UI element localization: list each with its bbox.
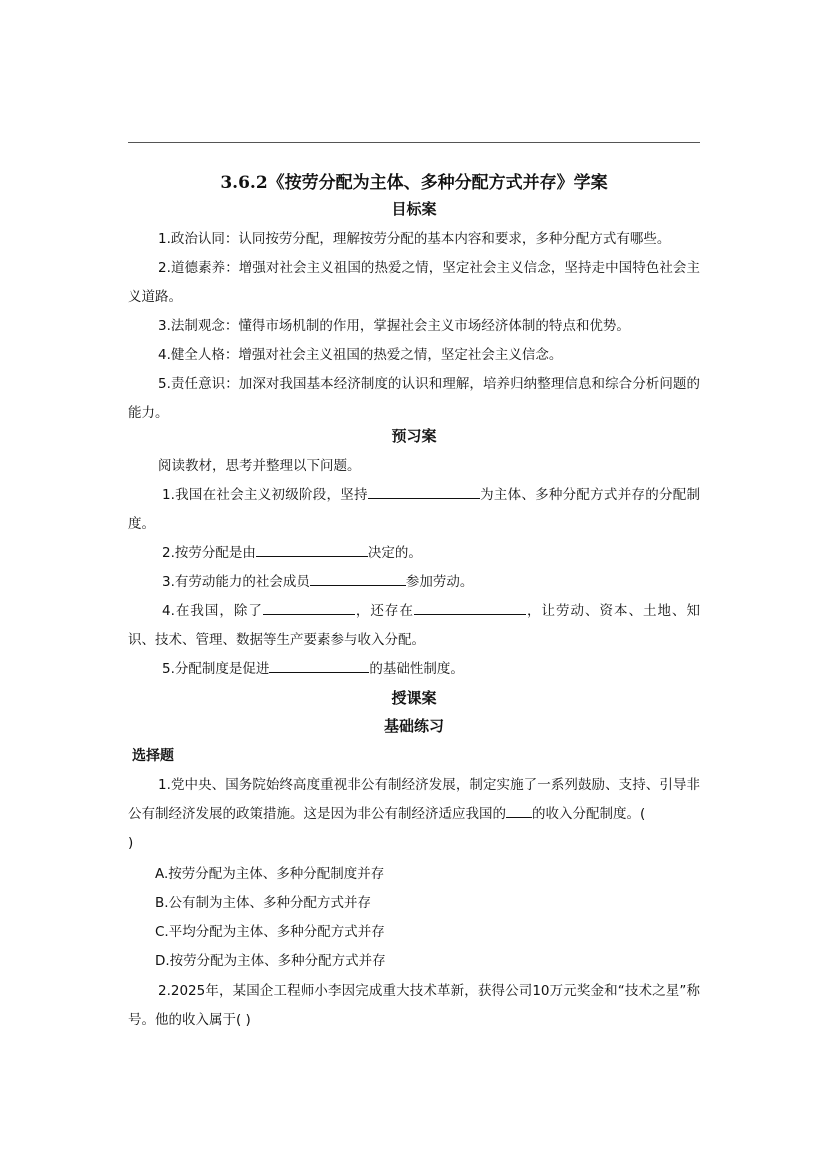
goal-heading: 目标案 [391,200,437,218]
lesson-heading: 授课案 [391,689,437,707]
preview-item-1: 1.我国在社会主义初级阶段，坚持 为主体、多种分配方式并存的分配制度。 [128,481,700,539]
answer-blank[interactable] [368,484,480,499]
preview-item-4: 4.在我国，除了 ，还存在 ，让劳动、资本、土地、知识、技术、管理、数据等生产要素参与收入分配。 [128,597,700,655]
preview-item-2: 2.按劳分配是由 决定的。 [128,539,700,568]
preview-heading: 预习案 [391,427,437,445]
answer-blank[interactable] [256,542,368,557]
header-rule [128,142,700,143]
goal-item-3: 3.法制观念：懂得市场机制的作用，掌握社会主义市场经济体制的特点和优势。 [158,318,630,334]
goal-item-2: 2.道德素养：增强对社会主义祖国的热爱之情，坚定社会主义信念，坚持走中国特色社会主义道路。 [128,260,700,305]
practice-heading: 基础练习 [383,717,444,735]
goal-item-5: 5.责任意识：加深对我国基本经济制度的认识和理解，培养归纳整理信息和综合分析问题的能力。 [128,376,700,421]
answer-blank[interactable] [414,600,526,615]
answer-blank[interactable] [263,600,355,615]
answer-blank[interactable] [310,571,406,586]
answer-blank[interactable] [269,658,369,673]
question-1-stem: 1.党中央、国务院始终高度重视非公有制经济发展，制定实施了一系列鼓励、支持、引导非公有制经济发展的政策措施。这是因为非公有制经济适应我国的 的收入分配制度。( [128,777,700,822]
page-title: 3.6.2《按劳分配为主体、多种分配方式并存》学案 [220,173,608,193]
question-2-stem: 2.2025年，某国企工程师小李因完成重大技术革新，获得公司10万元奖金和“技术之星”称号。他的收入属于( ) [128,983,700,1028]
question-1-option-c[interactable]: C.平均分配为主体、多种分配方式并存 [155,924,385,940]
section-choice: 选择题 [132,748,174,764]
goal-item-1: 1.政治认同：认同按劳分配，理解按劳分配的基本内容和要求，多种分配方式有哪些。 [158,231,671,247]
answer-blank[interactable] [506,803,532,818]
question-1-close: ) [128,835,134,851]
preview-intro: 阅读教材，思考并整理以下问题。 [158,458,361,474]
goal-item-4: 4.健全人格：增强对社会主义祖国的热爱之情，坚定社会主义信念。 [158,347,563,363]
preview-item-3: 3.有劳动能力的社会成员 参加劳动。 [128,568,700,597]
question-1-option-b[interactable]: B.公有制为主体、多种分配方式并存 [155,895,372,911]
question-1-option-a[interactable]: A.按劳分配为主体、多种分配制度并存 [155,866,385,882]
preview-item-5: 5.分配制度是促进 的基础性制度。 [128,655,700,684]
question-1-option-d[interactable]: D.按劳分配为主体、多种分配方式并存 [155,953,386,969]
